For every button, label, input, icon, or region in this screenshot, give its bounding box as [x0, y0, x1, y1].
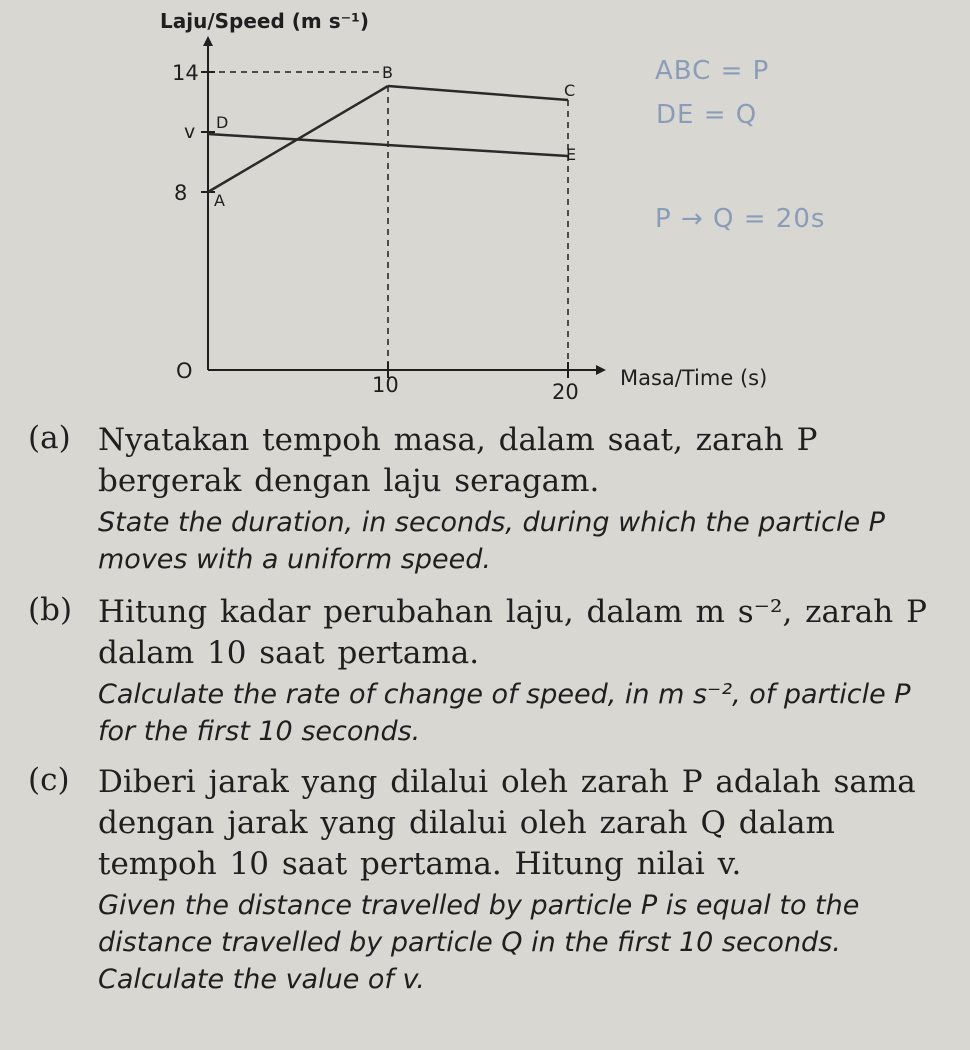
- question-a-english: State the duration, in seconds, during which the particle P moves with a uniform speed.: [98, 507, 885, 575]
- y-axis-title: Laju/Speed (m s⁻¹): [160, 9, 370, 33]
- y-label-v: v: [184, 121, 196, 143]
- x-axis-arrow: [596, 365, 606, 375]
- question-a: [28, 420, 928, 578]
- origin-label: O: [176, 359, 193, 383]
- question-c-label: (c): [28, 762, 70, 798]
- x-axis-title: Masa/Time (s): [620, 366, 768, 390]
- question-a-malay: Nyatakan tempoh masa, dalam saat, zarah P bergerak dengan laju seragam.: [98, 422, 818, 499]
- x-label-10: 10: [372, 373, 399, 397]
- question-a-label: (a): [28, 420, 71, 456]
- handwritten-note-p-to-q: P → Q = 20s: [655, 204, 826, 234]
- point-label-C: C: [564, 81, 576, 100]
- point-label-B: B: [382, 63, 393, 82]
- question-c-malay: Diberi jarak yang dilalui oleh zarah P adalah sama dengan jarak yang dilalui oleh zarah Q dalam tempoh 10 saat pertama. Hitung nilai v.: [98, 764, 916, 882]
- question-b-english: Calculate the rate of change of speed, in m s⁻², of particle P for the first 10 seconds.: [98, 679, 911, 747]
- question-b-malay: Hitung kadar perubahan laju, dalam m s⁻², zarah P dalam 10 saat pertama.: [98, 594, 927, 671]
- question-c-english: Given the distance travelled by particle P is equal to the distance travelled by particle Q in the first 10 seconds. Calculate the value of v.: [98, 890, 860, 995]
- y-axis-arrow: [203, 36, 213, 46]
- point-label-A: A: [214, 191, 225, 210]
- point-label-E: E: [566, 145, 577, 164]
- handwritten-note-abc: ABC = P: [655, 56, 770, 86]
- y-label-8: 8: [174, 181, 188, 205]
- question-b-label: (b): [28, 592, 73, 628]
- question-c: [28, 762, 940, 998]
- x-label-20: 20: [552, 380, 579, 404]
- handwritten-note-de: DE = Q: [656, 100, 758, 130]
- line-BC: [388, 86, 568, 100]
- point-label-D: D: [216, 113, 229, 132]
- y-label-14: 14: [172, 61, 199, 85]
- question-b: [28, 592, 928, 750]
